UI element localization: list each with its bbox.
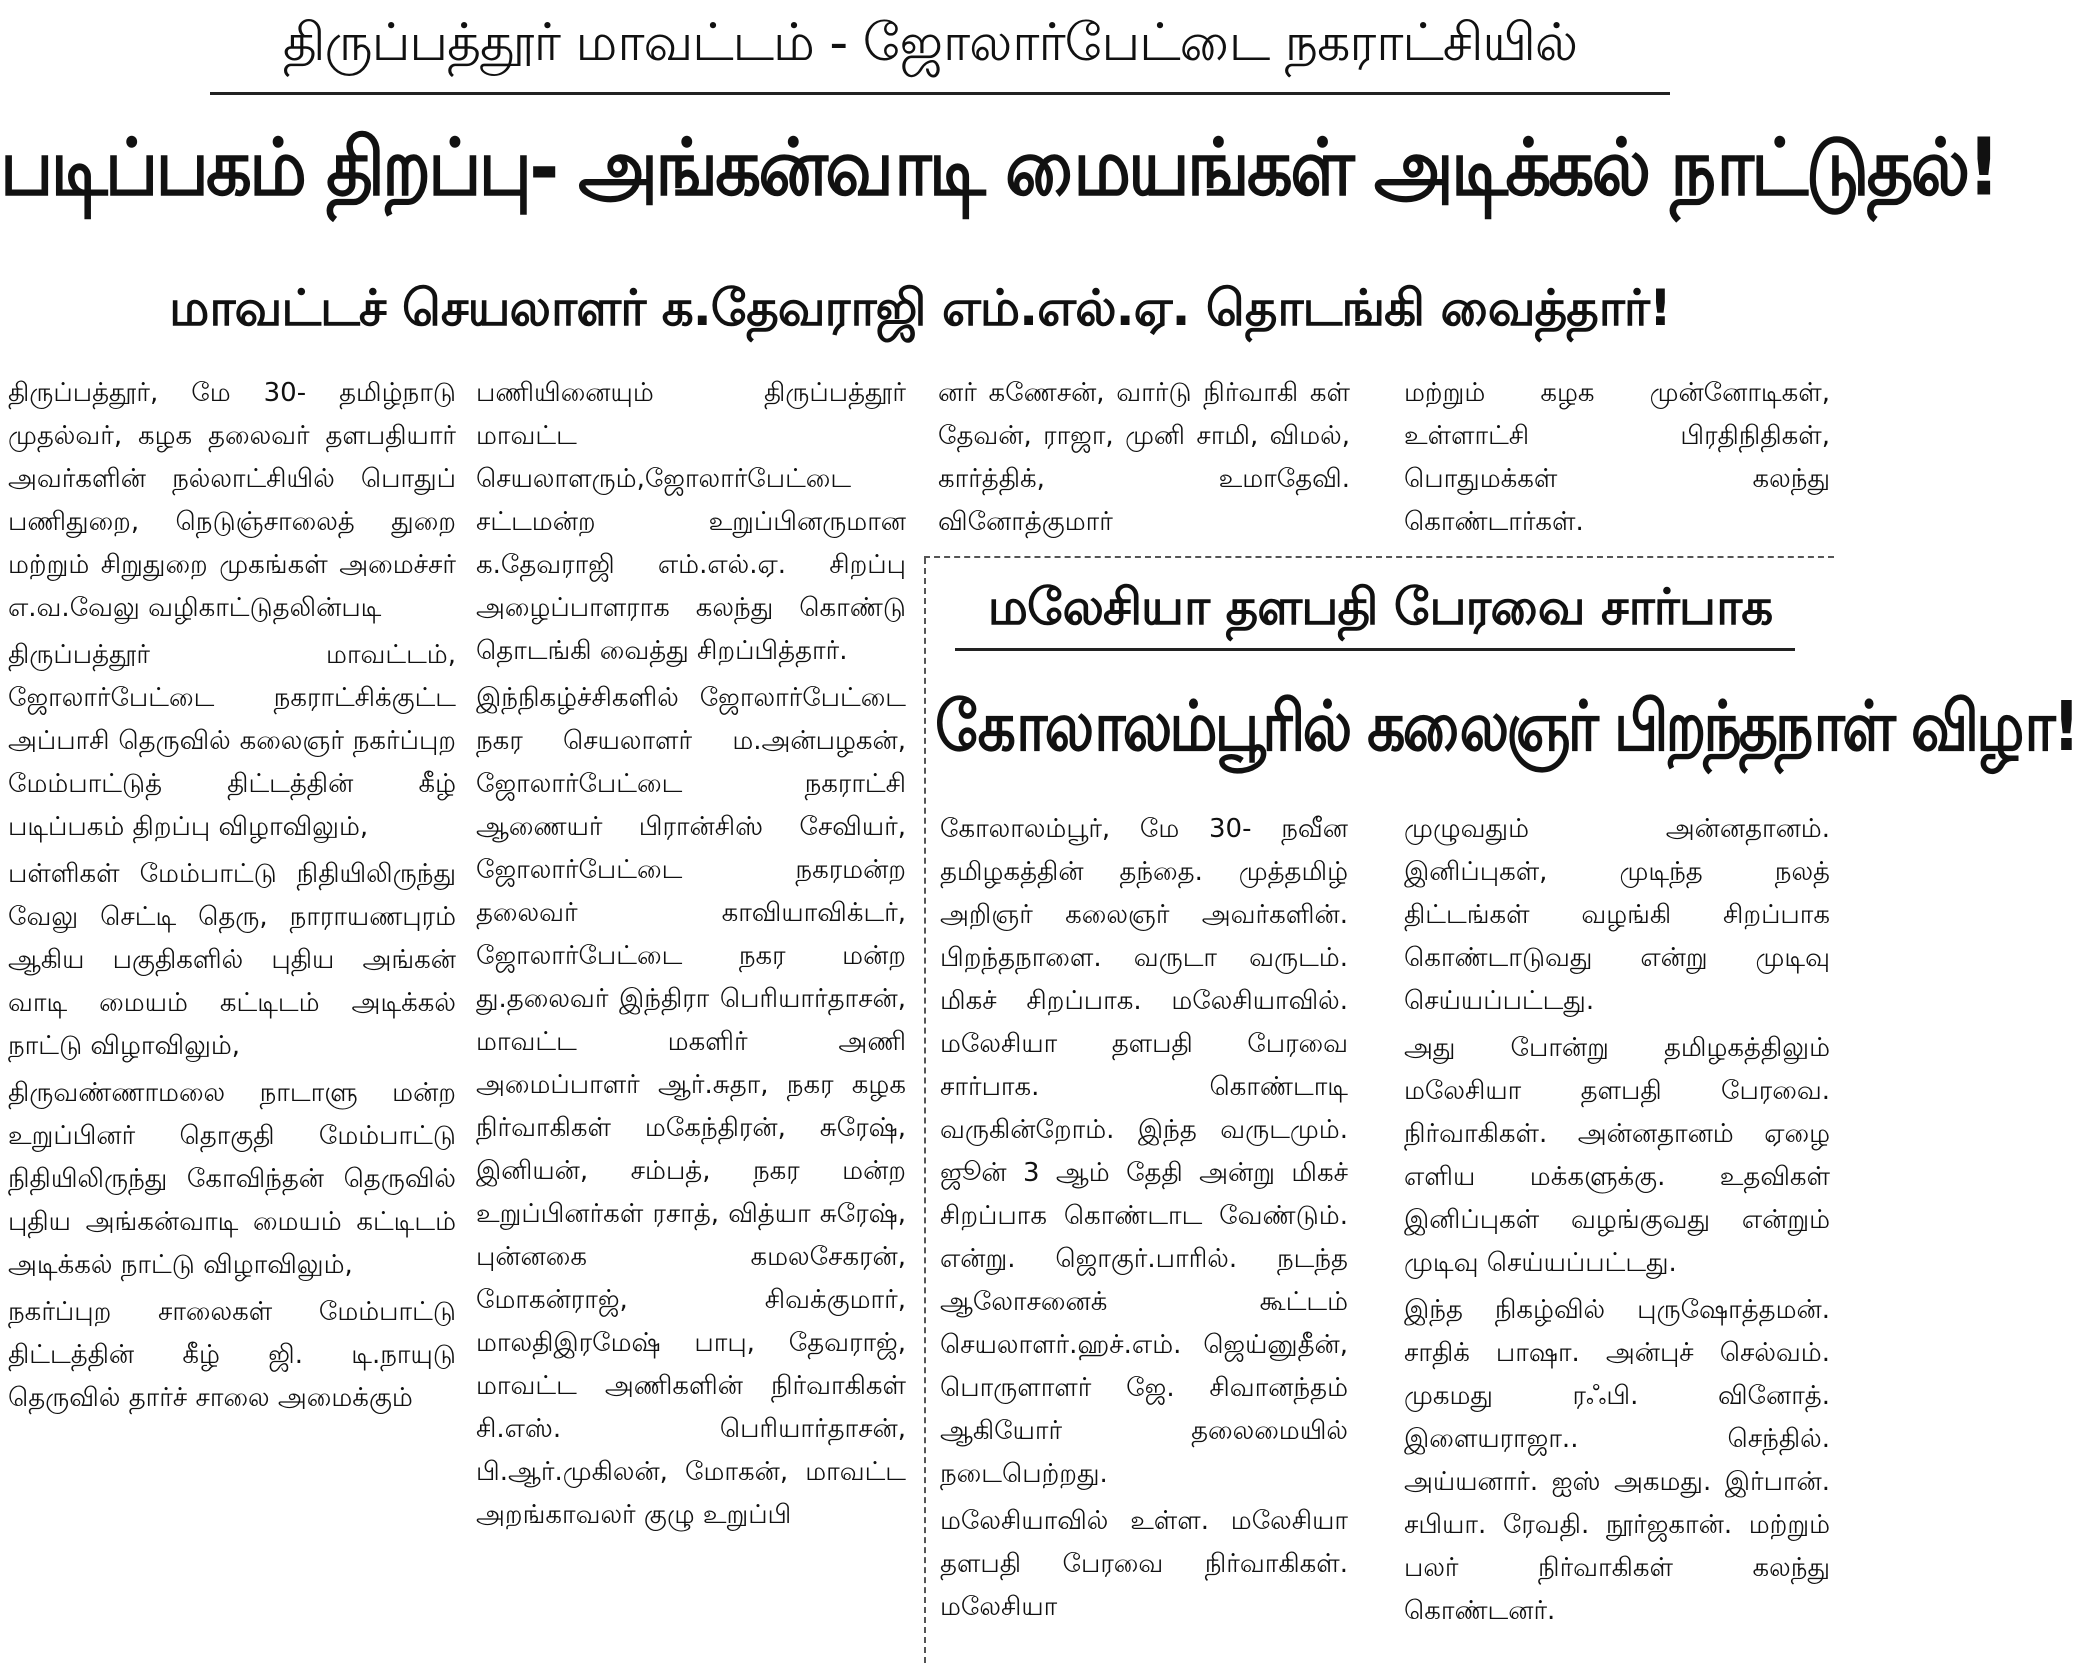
- paragraph: பணியினையும் திருப்பத்தூர் மாவட்ட செயலாளரும்,ஜோலார்பேட்டை சட்டமன்ற உறுப்பினருமான க.தேவராஜி எம்.எல்.ஏ. சிறப்பு அழைப்பாளராக கலந்து கொண்டு தொடங்கி வைத்து சிறப்பித்தார்.: [476, 378, 906, 666]
- box-left-border: [924, 558, 926, 1663]
- paragraph: முழுவதும் அன்னதானம். இனிப்புகள், முடிந்த நலத் திட்டங்கள் வழங்கி சிறப்பாக கொண்டாடுவது என்று முடிவு செய்யப்பட்டது.: [1404, 814, 1830, 1016]
- paragraph: அது போன்று தமிழகத்திலும் மலேசியா தளபதி பேரவை. நிர்வாகிகள். அன்னதானம் ஏழை எளிய மக்களுக்கு. உதவிகள் இனிப்புகள் வழங்குவது என்றும் முடிவு செய்யப்பட்டது.: [1404, 1033, 1830, 1278]
- paragraph: திருப்பத்தூர், மே 30- தமிழ்நாடு முதல்வர், கழக தலைவர் தளபதியார் அவர்களின் நல்லாட்சியில் பொதுப் பணிதுறை, நெடுஞ்சாலைத் துறை மற்றும் சிறுதுறை முகங்கள் அமைச்சர் எ.வ.வேலு வழிகாட்டுதலின்படி: [8, 378, 456, 623]
- paragraph: திருப்பத்தூர் மாவட்டம், ஜோலார்பேட்டை நகராட்சிக்குட்ட அப்பாசி தெருவில் கலைஞர் நகர்ப்புற மேம்பாட்டுத் திட்டத்தின் கீழ் படிப்பகம் திறப்பு விழாவிலும்,: [8, 640, 456, 842]
- story1-subhead: மாவட்டச் செயலாளர் க.தேவராஜி எம்.எல்.ஏ. தொடங்கி வைத்தார்!: [169, 279, 1671, 337]
- paragraph: பள்ளிகள் மேம்பாட்டு நிதியிலிருந்து வேலு செட்டி தெரு, நாராயணபுரம் ஆகிய பகுதிகளில் புதிய அங்கன் வாடி மையம் கட்டிடம் அடிக்கல் நாட்டு விழாவிலும்,: [8, 859, 456, 1061]
- paragraph: னர் கணேசன், வார்டு நிர்வாகி கள் தேவன், ராஜா, முனி சாமி, விமல், கார்த்திக், உமாதேவி. வினோத்குமார்: [938, 378, 1350, 537]
- paragraph: கோலாலம்பூர், மே 30- நவீன தமிழகத்தின் தந்தை. முத்தமிழ் அறிஞர் கலைஞர் அவர்களின். பிறந்தநாளை. வருடா வருடம். மிகச் சிறப்பாக. மலேசியாவில். மலேசியா தளபதி பேரவை சார்பாக. கொண்டாடி வருகின்றோம். இந்த வருடமும். ஜூன் 3 ஆம் தேதி அன்று மிகச் சிறப்பாக கொண்டாட வேண்டும். என்று. ஜொகுர்.பாரில். நடந்த ஆலோசனைக் கூட்டம் செயலாளர்.ஹச்.எம். ஜெய்னுதீன், பொருளாளர் ஜே. சிவானந்தம் ஆகியோர் தலைமையில் நடைபெற்றது.: [940, 814, 1348, 1489]
- box-kicker-underline: [955, 648, 1795, 651]
- story1-column-2: [476, 372, 906, 1662]
- paragraph: திருவண்ணாமலை நாடாளு மன்ற உறுப்பினர் தொகுதி மேம்பாட்டு நிதியிலிருந்து கோவிந்தன் தெருவில் புதிய அங்கன்வாடி மையம் கட்டிடம் அடிக்கல் நாட்டு விழாவிலும்,: [8, 1078, 456, 1280]
- paragraph: மலேசியாவில் உள்ள. மலேசியா தளபதி பேரவை நிர்வாகிகள். மலேசியா: [940, 1506, 1348, 1622]
- story1-column-3: [938, 372, 1350, 544]
- story2-headline: கோலாலம்பூரில் கலைஞர் பிறந்தநாள் விழா!: [935, 686, 2077, 768]
- story2-column-2: [1404, 808, 1830, 1664]
- paragraph: இந்நிகழ்ச்சிகளில் ஜோலார்பேட்டை நகர செயலாளர் ம.அன்பழகன், ஜோலார்பேட்டை நகராட்சி ஆணையர் பிரான்சிஸ் சேவியர், ஜோலார்பேட்டை நகரமன்ற தலைவர் காவியாவிக்டர், ஜோலார்பேட்டை நகர மன்ற து.தலைவர் இந்திரா பெரியார்தாசன், மாவட்ட மகளிர் அணி அமைப்பாளர் ஆர்.சுதா, நகர கழக நிர்வாகிகள் மகேந்திரன், சுரேஷ், இனியன், சம்பத், நகர மன்ற உறுப்பினர்கள் ரசாத், வித்யா சுரேஷ், புன்னகை கமலசேகரன், மோகன்ராஜ், சிவக்குமார், மாலதிஇரமேஷ் பாபு, தேவராஜ், மாவட்ட அணிகளின் நிர்வாகிகள் சி.எஸ். பெரியார்தாசன், பி.ஆர்.முகிலன், மோகன், மாவட்ட அறங்காவலர் குழு உறுப்பி: [476, 683, 906, 1530]
- paragraph: மற்றும் கழக முன்னோடிகள், உள்ளாட்சி பிரதிநிதிகள், பொதுமக்கள் கலந்து கொண்டார்கள்.: [1404, 378, 1830, 537]
- paragraph: இந்த நிகழ்வில் புருஷோத்தமன். சாதிக் பாஷா. அன்புச் செல்வம். முகமது ரஃபி. வினோத். இளையராஜா.. செந்தில். அய்யனார். ஐஸ் அகமது. இர்பான். சபியா. ரேவதி. நூர்ஜகான். மற்றும் பலர் நிர்வாகிகள் கலந்து கொண்டனர்.: [1404, 1295, 1830, 1626]
- story2-column-1: [940, 808, 1348, 1664]
- paragraph: நகர்ப்புற சாலைகள் மேம்பாட்டு திட்டத்தின் கீழ் ஜி. டி.நாயுடு தெருவில் தார்ச் சாலை அமைக்கும்: [8, 1297, 456, 1413]
- story1-headline: படிப்பகம் திறப்பு- அங்கன்வாடி மையங்கள் அடிக்கல் நாட்டுதல்!: [0, 120, 1998, 214]
- story2-kicker: மலேசியா தளபதி பேரவை சார்பாக: [987, 578, 1773, 636]
- story1-kicker: திருப்பத்தூர் மாவட்டம் - ஜோலார்பேட்டை நகராட்சியில்: [282, 13, 1578, 73]
- story1-column-4: [1404, 372, 1830, 544]
- box-top-border: [924, 556, 1834, 558]
- kicker-underline: [210, 92, 1670, 95]
- story1-column-1: [8, 372, 456, 1662]
